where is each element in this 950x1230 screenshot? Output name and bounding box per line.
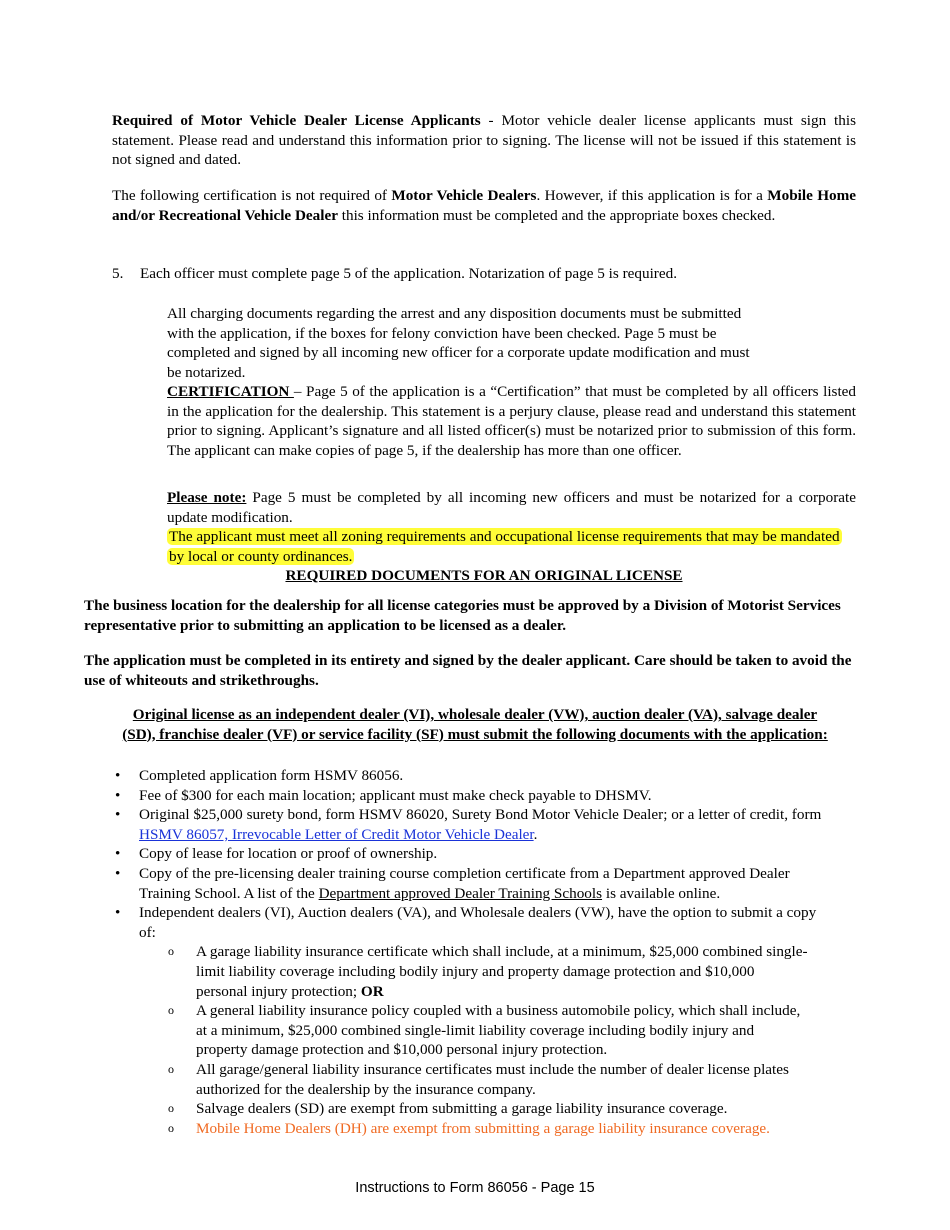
list-item-text: Completed application form HSMV 86056. [139, 767, 404, 784]
letter-of-credit-link[interactable]: HSMV 86057, Irrevocable Letter of Credit Motor Vehicle Dealer [139, 825, 534, 843]
sub-list-item [168, 1099, 808, 1119]
list-item-text: Copy of lease for location or proof of ownership. [139, 845, 438, 863]
please-note-paragraph [167, 488, 856, 566]
circle-bullet-icon: o [168, 1120, 174, 1135]
charging-line: completed and signed by all incoming new officer for a corporate update modification and must [167, 344, 750, 362]
item-5-text: Each officer must complete page 5 of the application. Notarization of page 5 is required. [140, 265, 677, 282]
original-heading-line: Original license as an independent dealer (VI), wholesale dealer (VW), auction dealer (VA), salvage dealer [132, 706, 818, 723]
bullet-icon: • [115, 845, 121, 863]
sub-item-text: A general liability insurance policy coupled with a business automobile policy, which shall include, at a minimum, $25,000 combined single-limit liability coverage including bodily injury and property damage protection and $10,000 personal injury protection. [196, 1002, 801, 1059]
certification-label: CERTIFICATION [167, 383, 294, 400]
applicant-requirement-paragraph [112, 111, 856, 170]
charging-line: with the application, if the boxes for felony conviction have been checked. Page 5 must be [167, 324, 717, 342]
sub-item-text: A garage liability insurance certificate which shall include, at a minimum, $25,000 combined single-limit liability coverage including bodily injury and property damage protection and $10,000 personal injury protection; [196, 943, 808, 1000]
list-item-text: . [533, 825, 538, 843]
item-5 [112, 264, 856, 284]
documents-list [112, 766, 834, 1138]
circle-bullet-icon: o [168, 1061, 174, 1076]
sub-item-text: Salvage dealers (SD) are exempt from submitting a garage liability insurance coverage. [196, 1100, 728, 1118]
completion-text: The application must be completed in its entirety and signed by the dealer applicant. Care should be taken to avoid the use of whiteouts and strikethroughs. [84, 652, 852, 689]
charging-line: All charging documents regarding the arrest and any disposition documents must be submitted [167, 305, 742, 322]
list-item-text: Fee of $300 for each main location; applicant must make check payable to DHSMV. [139, 786, 652, 804]
completion-paragraph [84, 651, 874, 690]
dealer-training-schools-link[interactable]: Department approved Dealer Training Schools [318, 884, 603, 902]
sub-list-item [168, 1001, 808, 1060]
bullet-icon: • [115, 767, 121, 784]
requirement-lead: Required of Motor Vehicle Dealer License Applicants [112, 112, 481, 129]
sub-item-text-orange: Mobile Home Dealers (DH) are exempt from submitting a garage liability insurance coverage. [196, 1119, 770, 1137]
list-item-text: Copy of the pre-licensing dealer training course completion certificate from a Department approved Dealer Training School. A list of the [139, 864, 790, 902]
please-note-text: Page 5 must be completed by all incoming new officers and must be notarized for a corporate update modification. [167, 489, 856, 526]
certification-paragraph [167, 382, 856, 460]
circle-bullet-icon: o [168, 944, 174, 959]
list-item-text: is available online. [602, 884, 721, 902]
circle-bullet-icon: o [168, 1101, 174, 1116]
exemption-text-a: The following certification is not required of [112, 187, 392, 204]
certification-exemption-paragraph [112, 186, 856, 225]
sub-item-bold: OR [360, 982, 384, 1000]
list-item [112, 864, 834, 903]
certification-text: – Page 5 of the application is a “Certification” that must be completed by all officers listed in the application for the dealership. This statement is a perjury clause, please read and understand this statement prior to signing. Applicant’s signature and all listed officer(s) must be notarized prior to submission of this form. The applicant can make copies of page 5, if the dealership has more than one officer. [167, 383, 857, 459]
exemption-text-b: . However, if this application is for a [536, 187, 768, 204]
required-documents-heading: REQUIRED DOCUMENTS FOR AN ORIGINAL LICENSE [285, 567, 683, 584]
please-note-label: Please note: [167, 489, 247, 506]
list-item [112, 844, 834, 864]
exemption-bold-a: Motor Vehicle Dealers [391, 187, 537, 204]
list-item [112, 903, 834, 1138]
zoning-highlight: The applicant must meet all zoning requirements and occupational license requirements that may be mandated by local or county ordinances. [169, 528, 840, 565]
exemption-text-c: this information must be completed and the appropriate boxes checked. [337, 206, 776, 224]
sub-list-item [168, 942, 808, 1001]
exemption-bold-b: Mobile Home and/or Recreational Vehicle Dealer [112, 187, 856, 224]
business-location-text: The business location for the dealership for all license categories must be approved by a Division of Motorist Services representative prior to submitting an application to be licensed as a dealer. [84, 597, 841, 634]
item-5-number: 5. [112, 265, 124, 282]
original-heading-line: (SD), franchise dealer (VF) or service facility (SF) must submit the following documents with the application: [122, 725, 828, 743]
bullet-icon: • [115, 904, 121, 922]
charging-line: be notarized. [167, 363, 246, 381]
charging-documents-paragraph [167, 304, 856, 382]
sub-item-text: All garage/general liability insurance certificates must include the number of dealer license plates authorized for the dealership by the insurance company. [196, 1060, 789, 1098]
list-item-text: Original $25,000 surety bond, form HSMV 86020, Surety Bond Motor Vehicle Dealer; or a letter of credit, form [139, 806, 822, 824]
bullet-icon: • [115, 806, 121, 824]
bullet-icon: • [115, 786, 121, 804]
original-license-heading [60, 705, 890, 744]
list-item [112, 786, 834, 806]
bullet-icon: • [115, 864, 121, 882]
circle-bullet-icon: o [168, 1003, 174, 1018]
page-footer: Instructions to Form 86056 - Page 15 [355, 1180, 595, 1196]
list-item-text: Independent dealers (VI), Auction dealers (VA), and Wholesale dealers (VW), have the option to submit a copy of: [139, 904, 817, 941]
sub-list-item [168, 1119, 856, 1139]
sub-list-item [168, 1060, 808, 1099]
list-item [112, 766, 834, 786]
list-item [112, 805, 834, 844]
business-location-paragraph [84, 596, 874, 635]
requirement-text: - Motor vehicle dealer license applicants must sign this statement. Please read and understand this information prior to signing. The license will not be issued if this statement is not signed and dated. [112, 112, 856, 169]
